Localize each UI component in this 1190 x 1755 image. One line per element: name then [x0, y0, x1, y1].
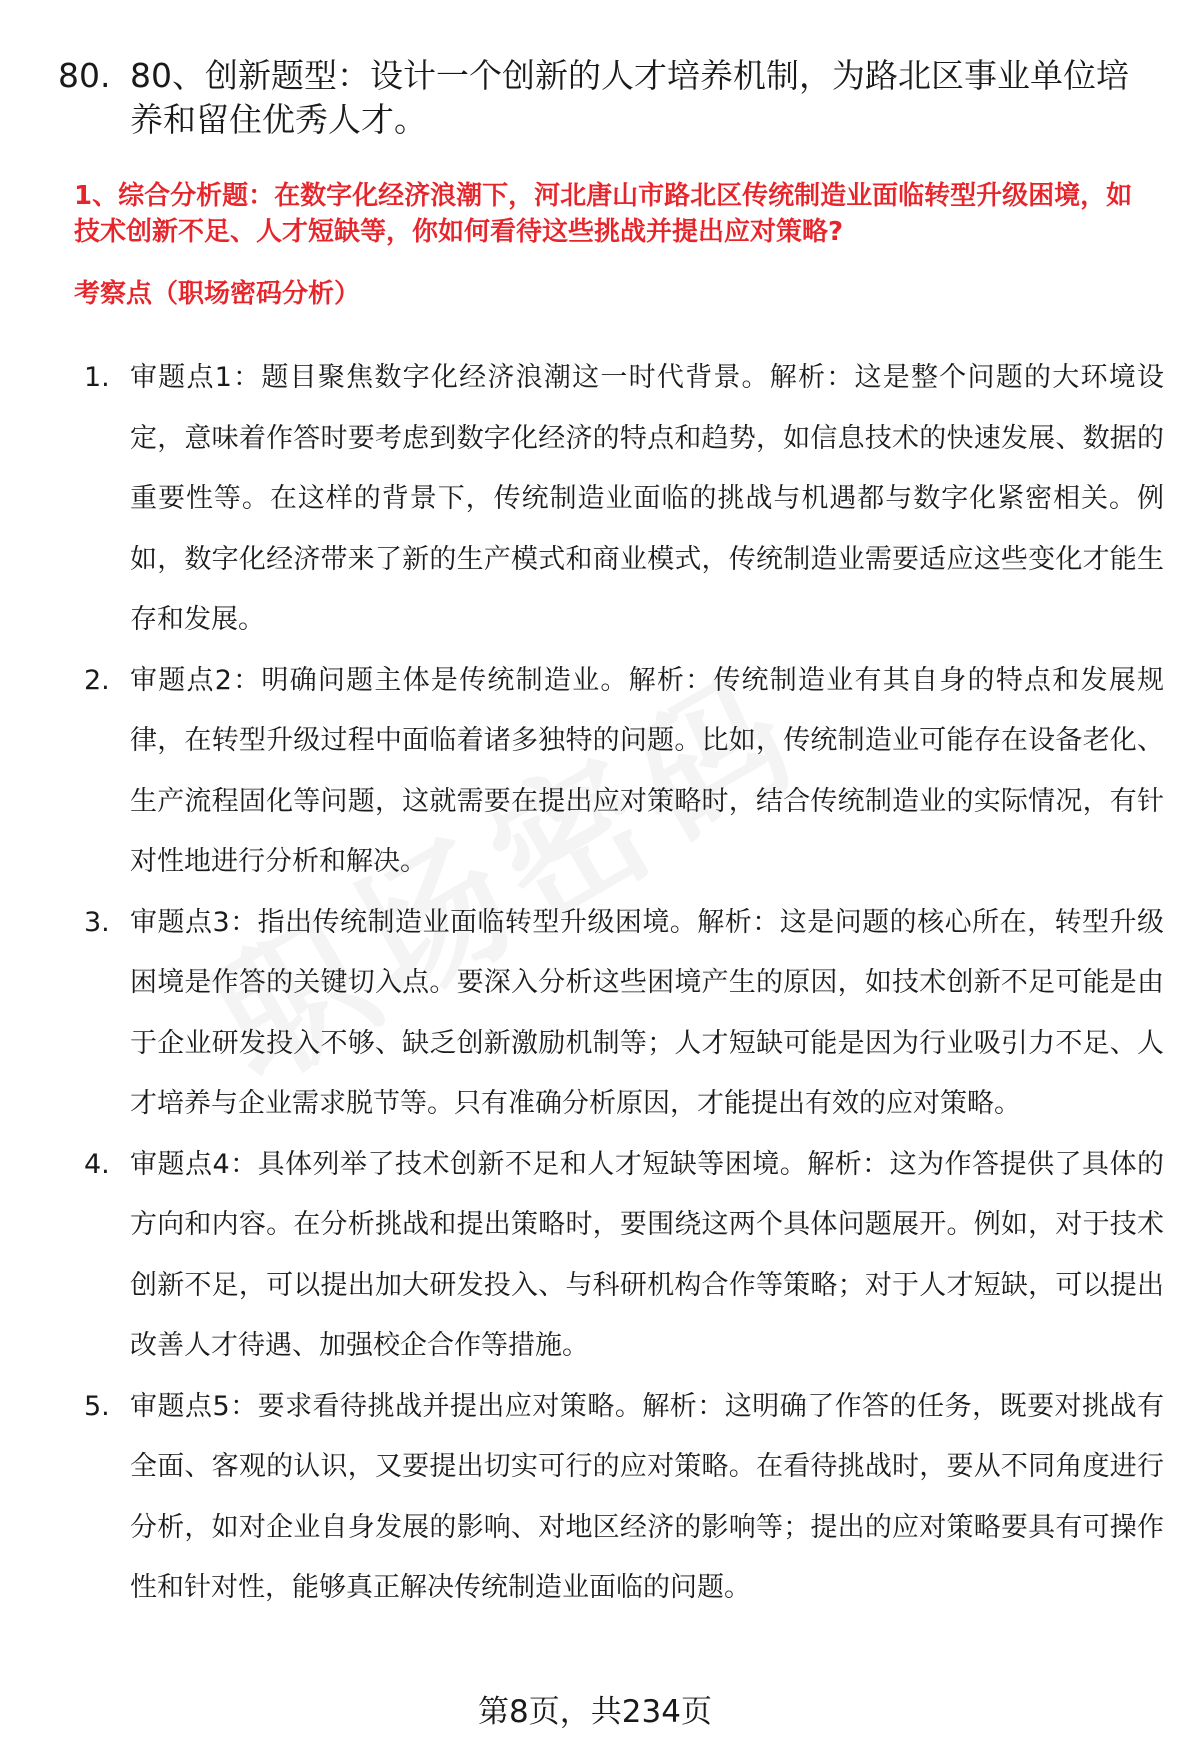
list-item-text: 审题点3：指出传统制造业面临转型升级困境。解析：这是问题的核心所在，转型升级困境是作答的关键切入点。要深入分析这些困境产生的原因，如技术创新不足可能是由于企业研发投入不够、缺乏创新激励机制等；人才短缺可能是因为行业吸引力不足、人才培养与企业需求脱节等。只有准确分析原因，才能提出有效的应对策略。 [130, 906, 1164, 1119]
list-item-number: 4. [84, 1148, 110, 1180]
list-item-number: 5. [84, 1390, 110, 1422]
list-item [84, 1377, 1164, 1619]
list-item [84, 1135, 1164, 1377]
list-item-text: 审题点1：题目聚焦数字化经济浪潮这一时代背景。解析：这是整个问题的大环境设定，意味着作答时要考虑到数字化经济的特点和趋势，如信息技术的快速发展、数据的重要性等。在这样的背景下，传统制造业面临的挑战与机遇都与数字化紧密相关。例如，数字化经济带来了新的生产模式和商业模式，传统制造业需要适应这些变化才能生存和发展。 [130, 362, 1164, 635]
point-list [84, 348, 1164, 1619]
question-title [58, 54, 1158, 142]
question-text: 80、创新题型：设计一个创新的人才培养机制，为路北区事业单位培养和留住优秀人才。 [130, 56, 1129, 139]
list-item-number: 1. [84, 362, 110, 393]
list-item-text: 审题点5：要求看待挑战并提出应对策略。解析：这明确了作答的任务，既要对挑战有全面、客观的认识，又要提出切实可行的应对策略。在看待挑战时，要从不同角度进行分析，如对企业自身发展的影响、对地区经济的影响等；提出的应对策略要具有可操作性和针对性，能够真正解决传统制造业面临的问题。 [130, 1390, 1164, 1603]
list-item-text: 审题点2：明确问题主体是传统制造业。解析：传统制造业有其自身的特点和发展规律，在转型升级过程中面临着诸多独特的问题。比如，传统制造业可能存在设备老化、生产流程固化等问题，这就需要在提出应对策略时，结合传统制造业的实际情况，有针对性地进行分析和解决。 [130, 664, 1164, 877]
list-item [84, 348, 1164, 651]
list-item-number: 2. [84, 664, 110, 696]
page-footer: 第8页，共234页 [478, 1694, 712, 1730]
analysis-heading: 1、综合分析题：在数字化经济浪潮下，河北唐山市路北区传统制造业面临转型升级困境，如技术创新不足、人才短缺等，你如何看待这些挑战并提出应对策略? [74, 181, 1133, 247]
section-label: 考察点（职场密码分析） [74, 279, 361, 309]
list-item [84, 893, 1164, 1135]
question-number: 80. [58, 56, 111, 95]
list-item-text: 审题点4：具体列举了技术创新不足和人才短缺等困境。解析：这为作答提供了具体的方向和内容。在分析挑战和提出策略时，要围绕这两个具体问题展开。例如，对于技术创新不足，可以提出加大研发投入、与科研机构合作等策略；对于人才短缺，可以提出改善人才待遇、加强校企合作等措施。 [130, 1148, 1164, 1361]
list-item-number: 3. [84, 906, 110, 938]
list-item [84, 651, 1164, 893]
